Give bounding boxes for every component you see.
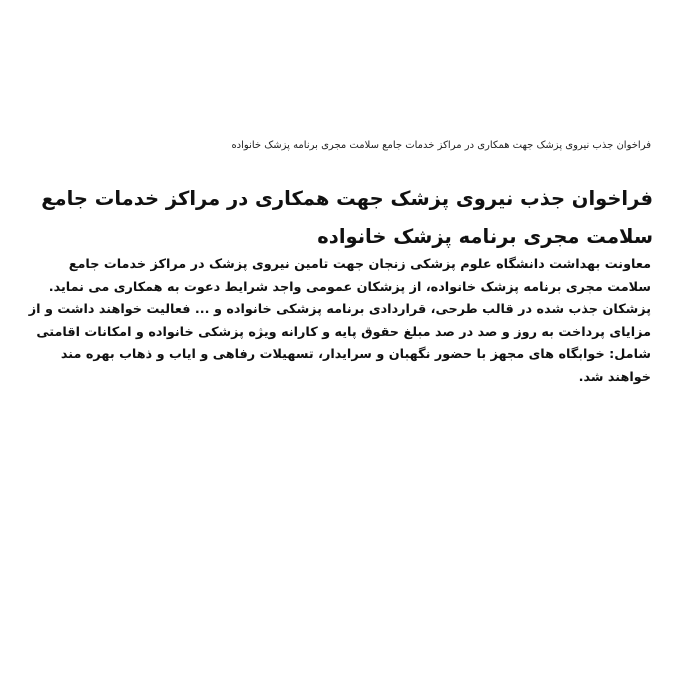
body-line: شامل: خوابگاه های مجهز با حضور نگهبان و سرایدار، تسهیلات رفاهی و ایاب و ذهاب بهره مند <box>60 347 651 363</box>
body-line: معاونت بهداشت دانشگاه علوم پزشکی زنجان جهت تامین نیروی پزشک در مراکز خدمات جامع <box>68 257 651 272</box>
body-line: خواهند شد. <box>578 369 651 385</box>
article-body <box>28 254 651 390</box>
body-line: مزایای پرداخت به روز و صد در صد مبلغ حقوق پایه و کارانه ویژه پزشکی خانواده و امکانات اقامتی <box>36 324 651 340</box>
body-line: پزشکان جذب شده در قالب طرحی، قراردادی برنامه پزشکی خانواده و ... فعالیت خواهند داشت و از <box>28 302 651 318</box>
breadcrumb[interactable]: فراخوان جذب نیروی پزشک جهت همکاری در مراکز خدمات جامع سلامت مجری برنامه پزشک خانواده <box>231 140 651 151</box>
body-line: سلامت مجری برنامه پزشک خانواده، از پزشکان عمومی واجد شرایط دعوت به همکاری می نماید. <box>48 279 651 295</box>
article-title: فراخوان جذب نیروی پزشک جهت همکاری در مراکز خدمات جامع سلامت مجری برنامه پزشک خانواده <box>41 187 653 248</box>
